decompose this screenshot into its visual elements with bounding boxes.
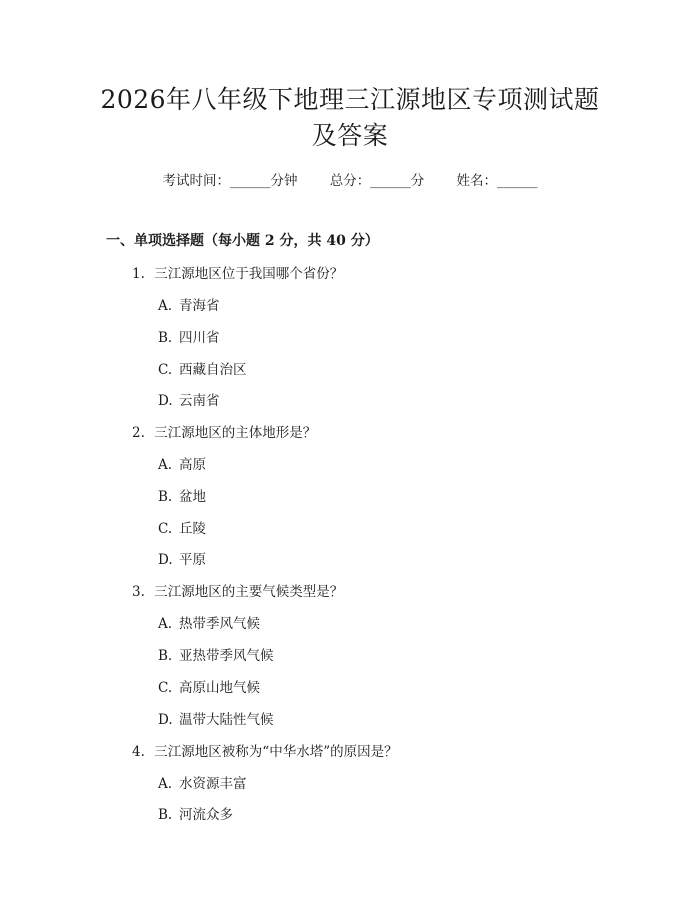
option-letter: D. (158, 393, 173, 409)
question-text: 三江源地区位于我国哪个省份？ (154, 266, 344, 282)
option (158, 485, 206, 505)
exam-info (0, 169, 700, 189)
option-letter: D. (158, 712, 173, 728)
option-letter: A. (158, 776, 173, 792)
option (158, 358, 247, 378)
option (158, 389, 220, 409)
exam-time: 考试时间：______分钟 (162, 173, 298, 189)
option-text: 青海省 (179, 298, 220, 314)
question-3 (132, 580, 343, 600)
option (158, 708, 274, 728)
option-text: 水资源丰富 (179, 776, 247, 792)
question-2 (132, 421, 316, 441)
option (158, 644, 274, 664)
option-text: 河流众多 (179, 807, 233, 823)
option-text: 平原 (179, 552, 206, 568)
option-text: 高原山地气候 (179, 680, 260, 696)
option-text: 西藏自治区 (179, 362, 247, 378)
option-text: 盆地 (179, 489, 206, 505)
option-letter: C. (158, 362, 173, 378)
option (158, 326, 220, 346)
document-title-line2: 及答案 (311, 121, 389, 150)
section-title: 一、单项选择题（每小题 2 分，共 40 分） (106, 233, 379, 249)
option-letter: A. (158, 616, 173, 632)
option-letter: C. (158, 680, 173, 696)
question-text: 三江源地区的主要气候类型是？ (154, 584, 344, 600)
question-1 (132, 262, 343, 282)
question-number: 3. (132, 584, 145, 600)
option (158, 517, 206, 537)
option-letter: C. (158, 521, 173, 537)
option-letter: A. (158, 298, 173, 314)
option-text: 丘陵 (179, 521, 206, 537)
option-text: 温带大陆性气候 (179, 712, 274, 728)
option-letter: B. (158, 330, 173, 346)
option (158, 453, 206, 473)
student-name: 姓名：______ (456, 173, 538, 189)
question-number: 2. (132, 425, 145, 441)
option-letter: B. (158, 489, 173, 505)
question-number: 1. (132, 266, 145, 282)
question-4 (132, 740, 398, 760)
question-text: 三江源地区被称为“中华水塔”的原因是？ (154, 744, 398, 760)
option (158, 772, 247, 792)
option (158, 676, 260, 696)
option-text: 亚热带季风气候 (179, 648, 274, 664)
option-text: 四川省 (179, 330, 220, 346)
option-text: 热带季风气候 (179, 616, 260, 632)
option (158, 548, 206, 568)
question-text: 三江源地区的主体地形是？ (154, 425, 317, 441)
option (158, 803, 233, 823)
option-letter: A. (158, 457, 173, 473)
option-letter: B. (158, 648, 173, 664)
document-title-line1: 2026年八年级下地理三江源地区专项测试题 (100, 85, 600, 114)
exam-total-score: 总分：______分 (329, 173, 425, 189)
option-text: 云南省 (179, 393, 220, 409)
option (158, 612, 260, 632)
question-number: 4. (132, 744, 145, 760)
option-letter: B. (158, 807, 173, 823)
option (158, 294, 220, 314)
option-letter: D. (158, 552, 173, 568)
option-text: 高原 (179, 457, 206, 473)
